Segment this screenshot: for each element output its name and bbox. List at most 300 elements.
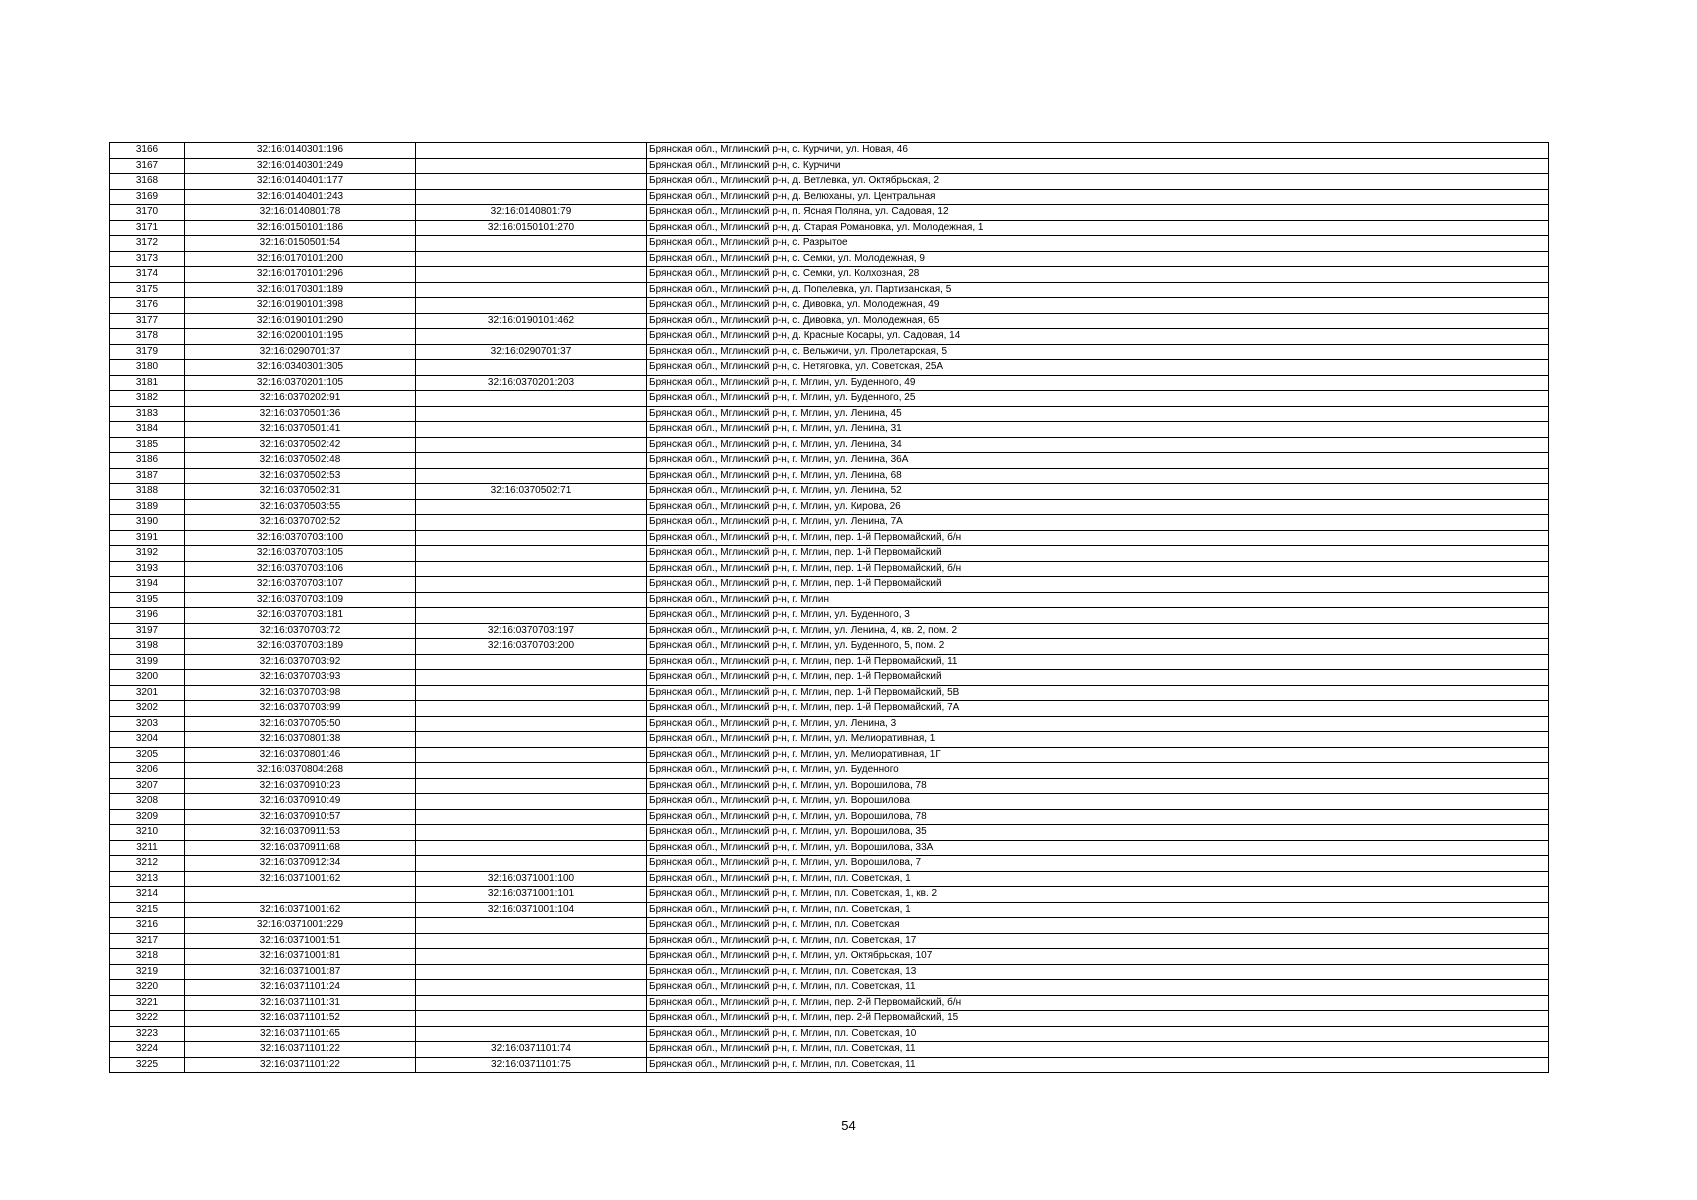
cadastral-number-cell: 32:16:0370910:49 <box>185 794 416 810</box>
related-cadastral-number-cell <box>416 747 647 763</box>
table-row <box>110 189 1549 205</box>
table-row <box>110 840 1549 856</box>
table-row <box>110 794 1549 810</box>
address-cell: Брянская обл., Мглинский р-н, г. Мглин, ул. Ворошилова, 7 <box>647 856 1549 872</box>
table-row <box>110 902 1549 918</box>
related-cadastral-number-cell <box>416 1011 647 1027</box>
address-cell: Брянская обл., Мглинский р-н, г. Мглин, пер. 1-й Первомайский <box>647 546 1549 562</box>
related-cadastral-number-cell <box>416 654 647 670</box>
row-number-cell: 3182 <box>110 391 185 407</box>
table-row <box>110 499 1549 515</box>
address-cell: Брянская обл., Мглинский р-н, г. Мглин, ул. Ленина, 36А <box>647 453 1549 469</box>
related-cadastral-number-cell: 32:16:0140801:79 <box>416 205 647 221</box>
related-cadastral-number-cell <box>416 840 647 856</box>
row-number-cell: 3173 <box>110 251 185 267</box>
table-row <box>110 918 1549 934</box>
row-number-cell: 3220 <box>110 980 185 996</box>
related-cadastral-number-cell <box>416 949 647 965</box>
row-number-cell: 3176 <box>110 298 185 314</box>
cadastral-number-cell: 32:16:0290701:37 <box>185 344 416 360</box>
related-cadastral-number-cell <box>416 918 647 934</box>
cadastral-number-cell: 32:16:0370502:31 <box>185 484 416 500</box>
related-cadastral-number-cell <box>416 406 647 422</box>
table-row <box>110 1042 1549 1058</box>
address-cell: Брянская обл., Мглинский р-н, г. Мглин, ул. Ворошилова, 33А <box>647 840 1549 856</box>
address-cell: Брянская обл., Мглинский р-н, п. Ясная Поляна, ул. Садовая, 12 <box>647 205 1549 221</box>
row-number-cell: 3213 <box>110 871 185 887</box>
row-number-cell: 3192 <box>110 546 185 562</box>
table-row <box>110 1026 1549 1042</box>
related-cadastral-number-cell: 32:16:0370201:203 <box>416 375 647 391</box>
row-number-cell: 3218 <box>110 949 185 965</box>
related-cadastral-number-cell <box>416 236 647 252</box>
address-cell: Брянская обл., Мглинский р-н, г. Мглин, ул. Буденного, 3 <box>647 608 1549 624</box>
cadastral-number-cell: 32:16:0370705:50 <box>185 716 416 732</box>
cadastral-number-cell: 32:16:0370911:68 <box>185 840 416 856</box>
table-row <box>110 391 1549 407</box>
cadastral-number-cell: 32:16:0370804:268 <box>185 763 416 779</box>
cadastral-number-cell: 32:16:0370703:98 <box>185 685 416 701</box>
related-cadastral-number-cell <box>416 778 647 794</box>
related-cadastral-number-cell <box>416 933 647 949</box>
related-cadastral-number-cell: 32:16:0370502:71 <box>416 484 647 500</box>
address-cell: Брянская обл., Мглинский р-н, г. Мглин, ул. Ленина, 68 <box>647 468 1549 484</box>
cadastral-number-cell: 32:16:0370503:55 <box>185 499 416 515</box>
cadastral-number-cell: 32:16:0370703:99 <box>185 701 416 717</box>
related-cadastral-number-cell <box>416 329 647 345</box>
address-cell: Брянская обл., Мглинский р-н, г. Мглин, пер. 1-й Первомайский <box>647 670 1549 686</box>
related-cadastral-number-cell <box>416 453 647 469</box>
row-number-cell: 3181 <box>110 375 185 391</box>
cadastral-number-cell: 32:16:0371001:81 <box>185 949 416 965</box>
row-number-cell: 3185 <box>110 437 185 453</box>
cadastral-number-cell: 32:16:0370703:92 <box>185 654 416 670</box>
address-cell: Брянская обл., Мглинский р-н, г. Мглин, ул. Буденного, 5, пом. 2 <box>647 639 1549 655</box>
table-row <box>110 949 1549 965</box>
table-row <box>110 158 1549 174</box>
related-cadastral-number-cell <box>416 608 647 624</box>
table-row <box>110 856 1549 872</box>
cadastral-number-cell: 32:16:0371101:22 <box>185 1042 416 1058</box>
address-cell: Брянская обл., Мглинский р-н, с. Семки, ул. Колхозная, 28 <box>647 267 1549 283</box>
cadastral-number-cell: 32:16:0190101:290 <box>185 313 416 329</box>
cadastral-number-cell: 32:16:0340301:305 <box>185 360 416 376</box>
address-cell: Брянская обл., Мглинский р-н, г. Мглин, пл. Советская, 17 <box>647 933 1549 949</box>
cadastral-number-cell: 32:16:0370703:189 <box>185 639 416 655</box>
cadastral-number-cell: 32:16:0371001:51 <box>185 933 416 949</box>
row-number-cell: 3197 <box>110 623 185 639</box>
cadastral-number-cell: 32:16:0371101:65 <box>185 1026 416 1042</box>
row-number-cell: 3222 <box>110 1011 185 1027</box>
cadastral-number-cell: 32:16:0370703:72 <box>185 623 416 639</box>
related-cadastral-number-cell <box>416 716 647 732</box>
table-row <box>110 1011 1549 1027</box>
table-row <box>110 639 1549 655</box>
row-number-cell: 3209 <box>110 809 185 825</box>
related-cadastral-number-cell: 32:16:0290701:37 <box>416 344 647 360</box>
related-cadastral-number-cell <box>416 825 647 841</box>
related-cadastral-number-cell <box>416 856 647 872</box>
table-row <box>110 592 1549 608</box>
address-cell: Брянская обл., Мглинский р-н, г. Мглин, ул. Ленина, 52 <box>647 484 1549 500</box>
related-cadastral-number-cell <box>416 422 647 438</box>
table-row <box>110 468 1549 484</box>
related-cadastral-number-cell <box>416 360 647 376</box>
address-cell: Брянская обл., Мглинский р-н, д. Красные Косары, ул. Садовая, 14 <box>647 329 1549 345</box>
row-number-cell: 3221 <box>110 995 185 1011</box>
table-row <box>110 561 1549 577</box>
address-cell: Брянская обл., Мглинский р-н, г. Мглин, пер. 2-й Первомайский, б/н <box>647 995 1549 1011</box>
cadastral-number-cell: 32:16:0140301:196 <box>185 143 416 159</box>
address-cell: Брянская обл., Мглинский р-н, с. Курчичи <box>647 158 1549 174</box>
address-cell: Брянская обл., Мглинский р-н, с. Семки, ул. Молодежная, 9 <box>647 251 1549 267</box>
related-cadastral-number-cell <box>416 143 647 159</box>
cadastral-number-cell: 32:16:0370702:52 <box>185 515 416 531</box>
table-row <box>110 453 1549 469</box>
cadastral-number-cell: 32:16:0370502:42 <box>185 437 416 453</box>
row-number-cell: 3169 <box>110 189 185 205</box>
row-number-cell: 3178 <box>110 329 185 345</box>
row-number-cell: 3207 <box>110 778 185 794</box>
related-cadastral-number-cell: 32:16:0371101:74 <box>416 1042 647 1058</box>
address-cell: Брянская обл., Мглинский р-н, г. Мглин, пл. Советская <box>647 918 1549 934</box>
cadastral-number-cell: 32:16:0190101:398 <box>185 298 416 314</box>
row-number-cell: 3225 <box>110 1057 185 1073</box>
address-cell: Брянская обл., Мглинский р-н, с. Дивовка, ул. Молодежная, 65 <box>647 313 1549 329</box>
cadastral-number-cell: 32:16:0370801:46 <box>185 747 416 763</box>
address-cell: Брянская обл., Мглинский р-н, с. Нетяговка, ул. Советская, 25А <box>647 360 1549 376</box>
related-cadastral-number-cell: 32:16:0370703:200 <box>416 639 647 655</box>
cadastral-number-cell: 32:16:0140401:177 <box>185 174 416 190</box>
cadastral-number-cell: 32:16:0370703:109 <box>185 592 416 608</box>
address-cell: Брянская обл., Мглинский р-н, г. Мглин, пер. 1-й Первомайский, 5В <box>647 685 1549 701</box>
related-cadastral-number-cell <box>416 468 647 484</box>
related-cadastral-number-cell <box>416 298 647 314</box>
related-cadastral-number-cell <box>416 685 647 701</box>
related-cadastral-number-cell: 32:16:0371001:100 <box>416 871 647 887</box>
address-cell: Брянская обл., Мглинский р-н, г. Мглин, ул. Ворошилова <box>647 794 1549 810</box>
row-number-cell: 3189 <box>110 499 185 515</box>
row-number-cell: 3195 <box>110 592 185 608</box>
address-cell: Брянская обл., Мглинский р-н, д. Велюханы, ул. Центральная <box>647 189 1549 205</box>
row-number-cell: 3191 <box>110 530 185 546</box>
address-cell: Брянская обл., Мглинский р-н, г. Мглин, пер. 2-й Первомайский, 15 <box>647 1011 1549 1027</box>
address-cell: Брянская обл., Мглинский р-н, г. Мглин, пл. Советская, 11 <box>647 1042 1549 1058</box>
table-row <box>110 546 1549 562</box>
cadastral-number-cell: 32:16:0370703:105 <box>185 546 416 562</box>
table-row <box>110 313 1549 329</box>
row-number-cell: 3214 <box>110 887 185 903</box>
row-number-cell: 3175 <box>110 282 185 298</box>
cadastral-number-cell: 32:16:0371101:31 <box>185 995 416 1011</box>
address-cell: Брянская обл., Мглинский р-н, г. Мглин, ул. Кирова, 26 <box>647 499 1549 515</box>
row-number-cell: 3167 <box>110 158 185 174</box>
table-row <box>110 220 1549 236</box>
row-number-cell: 3211 <box>110 840 185 856</box>
table-row <box>110 298 1549 314</box>
related-cadastral-number-cell: 32:16:0371001:104 <box>416 902 647 918</box>
related-cadastral-number-cell <box>416 809 647 825</box>
row-number-cell: 3216 <box>110 918 185 934</box>
address-cell: Брянская обл., Мглинский р-н, г. Мглин, пл. Советская, 1 <box>647 902 1549 918</box>
related-cadastral-number-cell <box>416 530 647 546</box>
address-cell: Брянская обл., Мглинский р-н, г. Мглин, пл. Советская, 10 <box>647 1026 1549 1042</box>
address-cell: Брянская обл., Мглинский р-н, г. Мглин <box>647 592 1549 608</box>
table-row <box>110 995 1549 1011</box>
address-cell: Брянская обл., Мглинский р-н, г. Мглин, ул. Буденного, 25 <box>647 391 1549 407</box>
related-cadastral-number-cell <box>416 189 647 205</box>
row-number-cell: 3204 <box>110 732 185 748</box>
related-cadastral-number-cell <box>416 251 647 267</box>
related-cadastral-number-cell <box>416 391 647 407</box>
related-cadastral-number-cell <box>416 561 647 577</box>
cadastral-number-cell: 32:16:0370703:107 <box>185 577 416 593</box>
related-cadastral-number-cell: 32:16:0371101:75 <box>416 1057 647 1073</box>
related-cadastral-number-cell <box>416 732 647 748</box>
table-row <box>110 980 1549 996</box>
row-number-cell: 3172 <box>110 236 185 252</box>
address-cell: Брянская обл., Мглинский р-н, г. Мглин, пл. Советская, 11 <box>647 980 1549 996</box>
table-row <box>110 778 1549 794</box>
table-row <box>110 1057 1549 1073</box>
related-cadastral-number-cell <box>416 174 647 190</box>
row-number-cell: 3190 <box>110 515 185 531</box>
cadastral-number-cell: 32:16:0370703:93 <box>185 670 416 686</box>
address-cell: Брянская обл., Мглинский р-н, г. Мглин, пл. Советская, 1 <box>647 871 1549 887</box>
address-cell: Брянская обл., Мглинский р-н, г. Мглин, пл. Советская, 11 <box>647 1057 1549 1073</box>
related-cadastral-number-cell <box>416 1026 647 1042</box>
cadastral-number-cell: 32:16:0150101:186 <box>185 220 416 236</box>
row-number-cell: 3196 <box>110 608 185 624</box>
cadastral-number-cell: 32:16:0140301:249 <box>185 158 416 174</box>
row-number-cell: 3210 <box>110 825 185 841</box>
row-number-cell: 3206 <box>110 763 185 779</box>
table-row <box>110 251 1549 267</box>
table-row <box>110 716 1549 732</box>
cadastral-table-body <box>110 143 1549 1073</box>
address-cell: Брянская обл., Мглинский р-н, г. Мглин, ул. Ленина, 45 <box>647 406 1549 422</box>
table-row <box>110 747 1549 763</box>
table-row <box>110 608 1549 624</box>
cadastral-number-cell <box>185 887 416 903</box>
address-cell: Брянская обл., Мглинский р-н, д. Ветлевка, ул. Октябрьская, 2 <box>647 174 1549 190</box>
row-number-cell: 3188 <box>110 484 185 500</box>
address-cell: Брянская обл., Мглинский р-н, г. Мглин, пер. 1-й Первомайский, б/н <box>647 561 1549 577</box>
page-number: 54 <box>841 1118 856 1133</box>
table-row <box>110 375 1549 391</box>
cadastral-number-cell: 32:16:0370910:23 <box>185 778 416 794</box>
row-number-cell: 3198 <box>110 639 185 655</box>
related-cadastral-number-cell <box>416 577 647 593</box>
cadastral-number-cell: 32:16:0370801:38 <box>185 732 416 748</box>
row-number-cell: 3200 <box>110 670 185 686</box>
row-number-cell: 3174 <box>110 267 185 283</box>
related-cadastral-number-cell <box>416 437 647 453</box>
table-row <box>110 484 1549 500</box>
cadastral-number-cell: 32:16:0370501:36 <box>185 406 416 422</box>
related-cadastral-number-cell <box>416 158 647 174</box>
address-cell: Брянская обл., Мглинский р-н, д. Попелевка, ул. Партизанская, 5 <box>647 282 1549 298</box>
table-row <box>110 654 1549 670</box>
address-cell: Брянская обл., Мглинский р-н, г. Мглин, пер. 1-й Первомайский, 11 <box>647 654 1549 670</box>
address-cell: Брянская обл., Мглинский р-н, г. Мглин, ул. Ленина, 34 <box>647 437 1549 453</box>
address-cell: Брянская обл., Мглинский р-н, г. Мглин, ул. Мелиоративная, 1 <box>647 732 1549 748</box>
address-cell: Брянская обл., Мглинский р-н, г. Мглин, пл. Советская, 13 <box>647 964 1549 980</box>
row-number-cell: 3202 <box>110 701 185 717</box>
table-row <box>110 732 1549 748</box>
related-cadastral-number-cell <box>416 794 647 810</box>
related-cadastral-number-cell <box>416 763 647 779</box>
cadastral-number-cell: 32:16:0370911:53 <box>185 825 416 841</box>
row-number-cell: 3199 <box>110 654 185 670</box>
related-cadastral-number-cell <box>416 546 647 562</box>
address-cell: Брянская обл., Мглинский р-н, г. Мглин, ул. Буденного, 49 <box>647 375 1549 391</box>
related-cadastral-number-cell <box>416 592 647 608</box>
row-number-cell: 3223 <box>110 1026 185 1042</box>
related-cadastral-number-cell <box>416 282 647 298</box>
related-cadastral-number-cell <box>416 670 647 686</box>
cadastral-number-cell: 32:16:0371001:62 <box>185 871 416 887</box>
table-row <box>110 236 1549 252</box>
row-number-cell: 3208 <box>110 794 185 810</box>
cadastral-number-cell: 32:16:0370502:48 <box>185 453 416 469</box>
address-cell: Брянская обл., Мглинский р-н, г. Мглин, ул. Ленина, 31 <box>647 422 1549 438</box>
address-cell: Брянская обл., Мглинский р-н, с. Курчичи, ул. Новая, 46 <box>647 143 1549 159</box>
table-row <box>110 174 1549 190</box>
cadastral-number-cell: 32:16:0371101:52 <box>185 1011 416 1027</box>
related-cadastral-number-cell <box>416 701 647 717</box>
cadastral-number-cell: 32:16:0370910:57 <box>185 809 416 825</box>
row-number-cell: 3170 <box>110 205 185 221</box>
row-number-cell: 3205 <box>110 747 185 763</box>
cadastral-number-cell: 32:16:0370202:91 <box>185 391 416 407</box>
cadastral-number-cell: 32:16:0370501:41 <box>185 422 416 438</box>
row-number-cell: 3186 <box>110 453 185 469</box>
cadastral-number-cell: 32:16:0370912:34 <box>185 856 416 872</box>
address-cell: Брянская обл., Мглинский р-н, г. Мглин, пер. 1-й Первомайский, б/н <box>647 530 1549 546</box>
row-number-cell: 3194 <box>110 577 185 593</box>
cadastral-number-cell: 32:16:0170101:296 <box>185 267 416 283</box>
cadastral-number-cell: 32:16:0371001:62 <box>185 902 416 918</box>
table-row <box>110 267 1549 283</box>
row-number-cell: 3180 <box>110 360 185 376</box>
row-number-cell: 3183 <box>110 406 185 422</box>
table-row <box>110 282 1549 298</box>
table-row <box>110 360 1549 376</box>
table-row <box>110 933 1549 949</box>
cadastral-number-cell: 32:16:0371101:22 <box>185 1057 416 1073</box>
table-row <box>110 964 1549 980</box>
related-cadastral-number-cell <box>416 964 647 980</box>
table-row <box>110 437 1549 453</box>
table-row <box>110 515 1549 531</box>
address-cell: Брянская обл., Мглинский р-н, г. Мглин, ул. Ворошилова, 78 <box>647 809 1549 825</box>
cadastral-number-cell: 32:16:0370703:100 <box>185 530 416 546</box>
table-row <box>110 763 1549 779</box>
row-number-cell: 3217 <box>110 933 185 949</box>
table-row <box>110 205 1549 221</box>
cadastral-number-cell: 32:16:0370502:53 <box>185 468 416 484</box>
address-cell: Брянская обл., Мглинский р-н, г. Мглин, ул. Ворошилова, 35 <box>647 825 1549 841</box>
row-number-cell: 3215 <box>110 902 185 918</box>
address-cell: Брянская обл., Мглинский р-н, г. Мглин, пл. Советская, 1, кв. 2 <box>647 887 1549 903</box>
table-row <box>110 871 1549 887</box>
table-row <box>110 623 1549 639</box>
table-row <box>110 887 1549 903</box>
cadastral-number-cell: 32:16:0140401:243 <box>185 189 416 205</box>
related-cadastral-number-cell: 32:16:0190101:462 <box>416 313 647 329</box>
address-cell: Брянская обл., Мглинский р-н, г. Мглин, ул. Ленина, 4, кв. 2, пом. 2 <box>647 623 1549 639</box>
table-row <box>110 530 1549 546</box>
address-cell: Брянская обл., Мглинский р-н, г. Мглин, ул. Мелиоративная, 1Г <box>647 747 1549 763</box>
row-number-cell: 3212 <box>110 856 185 872</box>
related-cadastral-number-cell: 32:16:0370703:197 <box>416 623 647 639</box>
address-cell: Брянская обл., Мглинский р-н, с. Дивовка, ул. Молодежная, 49 <box>647 298 1549 314</box>
table-row <box>110 344 1549 360</box>
related-cadastral-number-cell <box>416 980 647 996</box>
table-row <box>110 577 1549 593</box>
row-number-cell: 3168 <box>110 174 185 190</box>
related-cadastral-number-cell: 32:16:0371001:101 <box>416 887 647 903</box>
cadastral-number-cell: 32:16:0200101:195 <box>185 329 416 345</box>
cadastral-number-cell: 32:16:0140801:78 <box>185 205 416 221</box>
related-cadastral-number-cell <box>416 515 647 531</box>
row-number-cell: 3166 <box>110 143 185 159</box>
cadastral-number-cell: 32:16:0370703:106 <box>185 561 416 577</box>
row-number-cell: 3193 <box>110 561 185 577</box>
cadastral-number-cell: 32:16:0150501:54 <box>185 236 416 252</box>
table-row <box>110 143 1549 159</box>
table-row <box>110 825 1549 841</box>
related-cadastral-number-cell: 32:16:0150101:270 <box>416 220 647 236</box>
address-cell: Брянская обл., Мглинский р-н, г. Мглин, пер. 1-й Первомайский <box>647 577 1549 593</box>
row-number-cell: 3171 <box>110 220 185 236</box>
address-cell: Брянская обл., Мглинский р-н, г. Мглин, пер. 1-й Первомайский, 7А <box>647 701 1549 717</box>
address-cell: Брянская обл., Мглинский р-н, г. Мглин, ул. Буденного <box>647 763 1549 779</box>
table-row <box>110 701 1549 717</box>
address-cell: Брянская обл., Мглинский р-н, г. Мглин, ул. Ленина, 3 <box>647 716 1549 732</box>
row-number-cell: 3203 <box>110 716 185 732</box>
row-number-cell: 3219 <box>110 964 185 980</box>
address-cell: Брянская обл., Мглинский р-н, д. Старая Романовка, ул. Молодежная, 1 <box>647 220 1549 236</box>
address-cell: Брянская обл., Мглинский р-н, г. Мглин, ул. Ворошилова, 78 <box>647 778 1549 794</box>
related-cadastral-number-cell <box>416 995 647 1011</box>
cadastral-number-cell: 32:16:0371001:87 <box>185 964 416 980</box>
table-row <box>110 329 1549 345</box>
table-row <box>110 685 1549 701</box>
table-row <box>110 670 1549 686</box>
row-number-cell: 3187 <box>110 468 185 484</box>
related-cadastral-number-cell <box>416 267 647 283</box>
cadastral-number-cell: 32:16:0170301:189 <box>185 282 416 298</box>
cadastral-number-cell: 32:16:0170101:200 <box>185 251 416 267</box>
row-number-cell: 3177 <box>110 313 185 329</box>
row-number-cell: 3224 <box>110 1042 185 1058</box>
address-cell: Брянская обл., Мглинский р-н, г. Мглин, ул. Ленина, 7А <box>647 515 1549 531</box>
address-cell: Брянская обл., Мглинский р-н, с. Вельжичи, ул. Пролетарская, 5 <box>647 344 1549 360</box>
table-row <box>110 422 1549 438</box>
row-number-cell: 3184 <box>110 422 185 438</box>
row-number-cell: 3179 <box>110 344 185 360</box>
address-cell: Брянская обл., Мглинский р-н, г. Мглин, ул. Октябрьская, 107 <box>647 949 1549 965</box>
row-number-cell: 3201 <box>110 685 185 701</box>
related-cadastral-number-cell <box>416 499 647 515</box>
cadastral-number-cell: 32:16:0371101:24 <box>185 980 416 996</box>
table-row <box>110 809 1549 825</box>
cadastral-number-cell: 32:16:0370703:181 <box>185 608 416 624</box>
cadastral-table <box>109 142 1549 1073</box>
cadastral-number-cell: 32:16:0370201:105 <box>185 375 416 391</box>
